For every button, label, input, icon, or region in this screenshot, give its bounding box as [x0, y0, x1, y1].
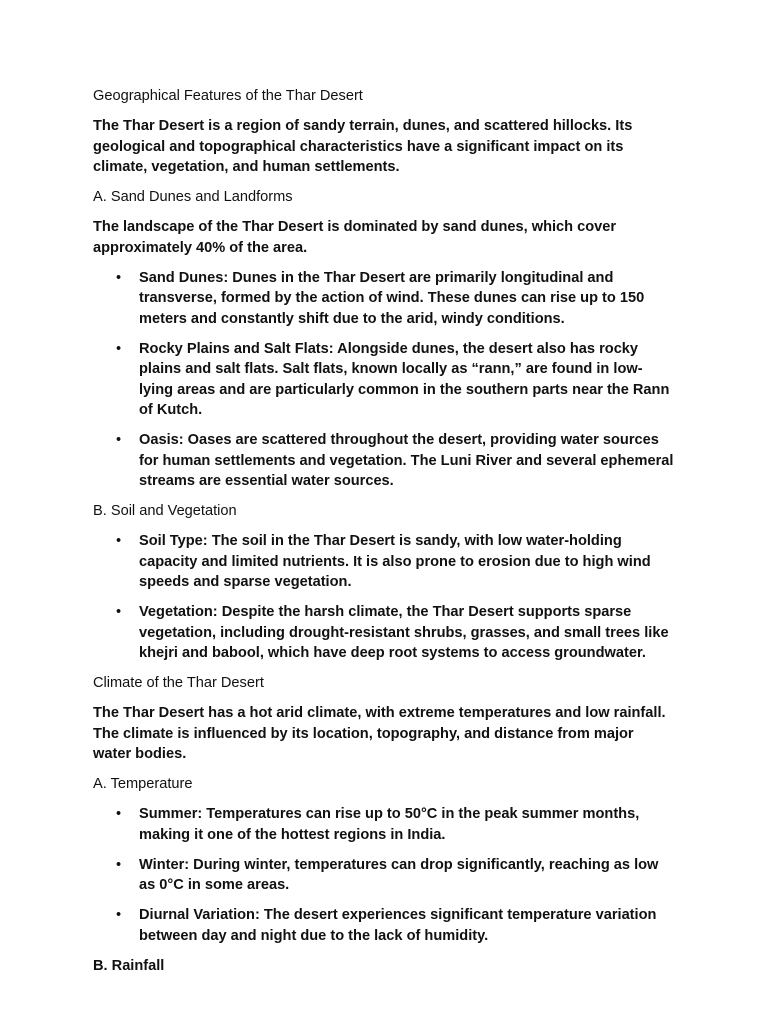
rainfall-heading: B. Rainfall	[93, 957, 165, 974]
document-page	[93, 86, 675, 986]
bullet-icon: •	[116, 604, 122, 620]
document-title: Geographical Features of the Thar Desert	[93, 88, 363, 104]
list-item	[93, 430, 675, 492]
section-sand-dunes-heading: A. Sand Dunes and Landforms	[93, 189, 293, 205]
list-item	[93, 531, 675, 593]
sand-dunes-bullet-list	[93, 268, 675, 492]
temperature-heading: A. Temperature	[93, 776, 193, 792]
list-item-text: Diurnal Variation: The desert experiences significant temperature variation between day and night due to the lack of humidity.	[139, 907, 657, 944]
soil-bullet-list	[93, 531, 675, 664]
bullet-icon: •	[116, 340, 122, 357]
list-item-text: Sand Dunes: Dunes in the Thar Desert are primarily longitudinal and transverse, formed by the action of wind. These dunes can rise up to 150 meters and constantly shift due to the arid, windy conditions.	[139, 269, 645, 327]
list-item	[93, 602, 675, 664]
climate-paragraph: The Thar Desert has a hot arid climate, with extreme temperatures and low rainfall. The climate is influenced by its location, topography, and distance from major water bodies.	[93, 705, 666, 762]
list-item-text: Rocky Plains and Salt Flats: Alongside dunes, the desert also has rocky plains and salt flats. Salt flats, known locally as “rann,” are found in low-lying areas and are particularly common in the southern parts near the Rann of Kutch.	[139, 340, 670, 418]
intro-paragraph: The Thar Desert is a region of sandy terrain, dunes, and scattered hillocks. Its geological and topographical characteristics have a significant impact on its climate, vegetation, and human settlements.	[93, 118, 633, 175]
section-sand-dunes-paragraph: The landscape of the Thar Desert is dominated by sand dunes, which cover approximately 40% of the area.	[93, 219, 617, 256]
list-item-text: Winter: During winter, temperatures can drop significantly, reaching as low as 0°C in some areas.	[139, 856, 659, 893]
list-item	[93, 339, 675, 421]
list-item	[93, 905, 675, 946]
bullet-icon: •	[116, 907, 122, 923]
bullet-icon: •	[116, 806, 122, 822]
temperature-bullet-list	[93, 804, 675, 946]
section-soil-heading: B. Soil and Vegetation	[93, 503, 237, 519]
bullet-icon: •	[116, 533, 122, 549]
list-item	[93, 804, 675, 845]
bullet-icon: •	[116, 269, 122, 286]
list-item-text: Vegetation: Despite the harsh climate, the Thar Desert supports sparse vegetation, including drought-resistant shrubs, grasses, and small trees like khejri and babool, which have deep root systems to access groundwater.	[139, 604, 669, 661]
list-item-text: Soil Type: The soil in the Thar Desert is sandy, with low water-holding capacity and limited nutrients. It is also prone to erosion due to high wind speeds and sparse vegetation.	[139, 533, 651, 590]
list-item	[93, 268, 675, 330]
climate-heading: Climate of the Thar Desert	[93, 675, 264, 691]
list-item-text: Oasis: Oases are scattered throughout the desert, providing water sources for human settlements and vegetation. The Luni River and several ephemeral streams are essential water sources.	[139, 432, 674, 489]
list-item	[93, 855, 675, 896]
bullet-icon: •	[116, 856, 122, 873]
bullet-icon: •	[116, 432, 122, 448]
list-item-text: Summer: Temperatures can rise up to 50°C in the peak summer months, making it one of the hottest regions in India.	[139, 806, 640, 843]
